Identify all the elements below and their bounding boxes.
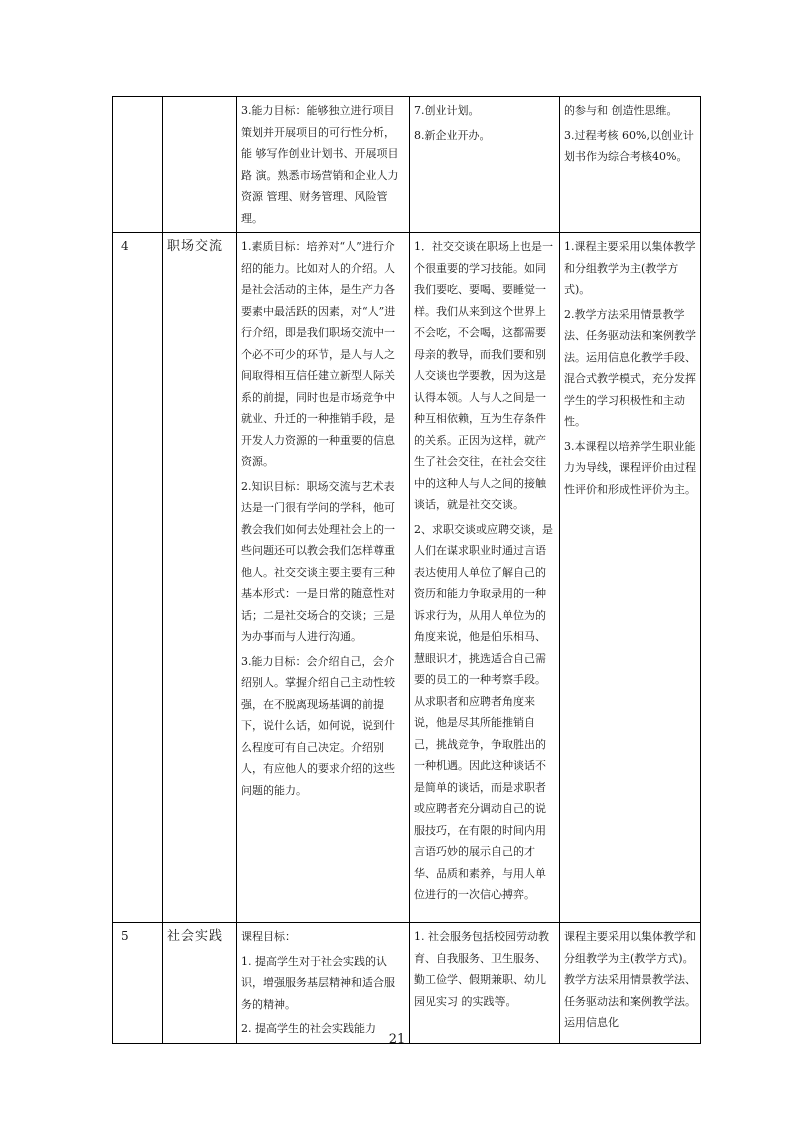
row-name-cell: 社会实践 (163, 923, 237, 1044)
content-paragraph: 7.创业计划。 (414, 104, 480, 117)
table-row (113, 233, 701, 923)
objective-paragraph: 3.能力目标：会介绍自己，会介绍别人。掌握介绍自己主动性较强，在不脱离现场基调的前提下，说什么话，如何说，说到什么程度可有自己决定。介绍别人，有应他人的要求介绍的这些问题的能力。 (241, 654, 395, 797)
method-paragraph: 3.过程考核 60%,以创业计 划书作为综合考核40%。 (564, 128, 694, 163)
method-paragraph: 课程主要采用以集体教学和分组教学为主(教学方式)。教学方法采用情景教学法、任务驱动法和案例教学法。运用信息化 (564, 930, 696, 1029)
methods-cell (560, 923, 701, 1044)
row-name-cell: 职场交流 (163, 233, 237, 923)
row-index-cell (113, 97, 163, 233)
objective-paragraph: 课程目标： (241, 930, 296, 943)
method-paragraph: 2.教学方法采用情景教学法、任务驱动法和案例教学法。运用信息化教学手段、混合式教学模式，充分发挥学生的学习积极性和主动性。 (564, 307, 696, 428)
objective-paragraph: 1. 提高学生对于社会实践的认识，增强服务基层精神和适合服务的精神。 (241, 954, 395, 1011)
content-paragraph: 1．社交交谈在职场上也是一个很重要的学习技能。如同我们要吃、要喝、要睡觉一样。我们从来到这个世界上不会吃，不会喝，这都需要母亲的教导，而我们要和别人交谈也学要教，因为这是认得本领。人与人之间是一种互相依赖，互为生存条件的关系。正因为这样，就产生了社会交往，在社会交往中的这种人与人之间的接触谈话，就是社交交谈。 (414, 240, 553, 511)
method-paragraph: 1.课程主要采用以集体教学和分组教学为主(教学方式)。 (564, 240, 696, 296)
objective-paragraph: 3.能力目标：能够独立进行项目 策划并开展项目的可行性分析，能 够写作创业计划书、开展项目路 演。熟悉市场营销和企业人力资源 管理、财务管理、风险管理。 (241, 104, 399, 225)
objective-paragraph: 1.素质目标：培养对“人”进行介绍的能力。比如对人的介绍。人是社会活动的主体，是生产力各要素中最活跃的因素，对“人”进行介绍，即是我们职场交流中一个必不可少的环节，是人与人之间取得相互信任建立新型人际关系的前提，同时也是市场竞争中就业、升迁的一种推销手段，是开发人力资源的一种重要的信息资源。 (241, 240, 396, 468)
row-index-cell: 5 (113, 923, 163, 1044)
objective-paragraph: 2.知识目标：职场交流与艺术表达是一门很有学问的学科，他可教会我们如何去处理社会上的一些问题还可以教会我们怎样尊重他人。社交交谈主要主要有三种基本形式：一是日常的随意性对话；二是社交场合的交谈；三是为办事而与人进行沟通。 (241, 479, 395, 643)
table-row (113, 923, 701, 1044)
row-name-cell (163, 97, 237, 233)
content-paragraph: 1. 社会服务包括校园劳动教育、自我服务、卫生服务、 勤工俭学、假期兼职、幼儿园见实习 的实践等。 (414, 930, 549, 1008)
table-row (113, 97, 701, 233)
content-paragraph: 8.新企业开办。 (414, 128, 491, 142)
objective-paragraph: 2. 提高学生的社会实践能力 (241, 1022, 376, 1035)
methods-cell (560, 233, 701, 923)
content-cell (410, 923, 560, 1044)
method-paragraph: 3.本课程以培养学生职业能力为导线，课程评价由过程性评价和形成性评价为主。 (564, 439, 696, 496)
content-paragraph: 2、求职交谈或应聘交谈，是人们在谋求职业时通过言语表达使用人单位了解自己的资历和能力争取录用的一种诉求行为，从用人单位为的角度来说，他是伯乐相马、慧眼识才，挑选适合自己需要的员工的一种考察手段。从求职者和应聘者角度来说，他是尽其所能推销自己，挑战竞争，争取胜出的一种机遇。因此这种谈话不是简单的谈话，而是求职者或应聘者充分调动自己的说服技巧，在有限的时间内用言语巧妙的展示自己的才华、品质和素养，与用人单位进行的一次信心搏弈。 (414, 522, 553, 901)
content-cell (410, 97, 560, 233)
page-number: 21 (388, 1032, 406, 1047)
course-content-table (112, 96, 701, 1044)
objectives-cell (237, 233, 410, 923)
row-index-cell: 4 (113, 233, 163, 923)
methods-cell (560, 97, 701, 233)
objectives-cell (237, 97, 410, 233)
content-cell (410, 233, 560, 923)
method-paragraph: 的参与和 创造性思维。 (564, 104, 678, 117)
objectives-cell (237, 923, 410, 1044)
